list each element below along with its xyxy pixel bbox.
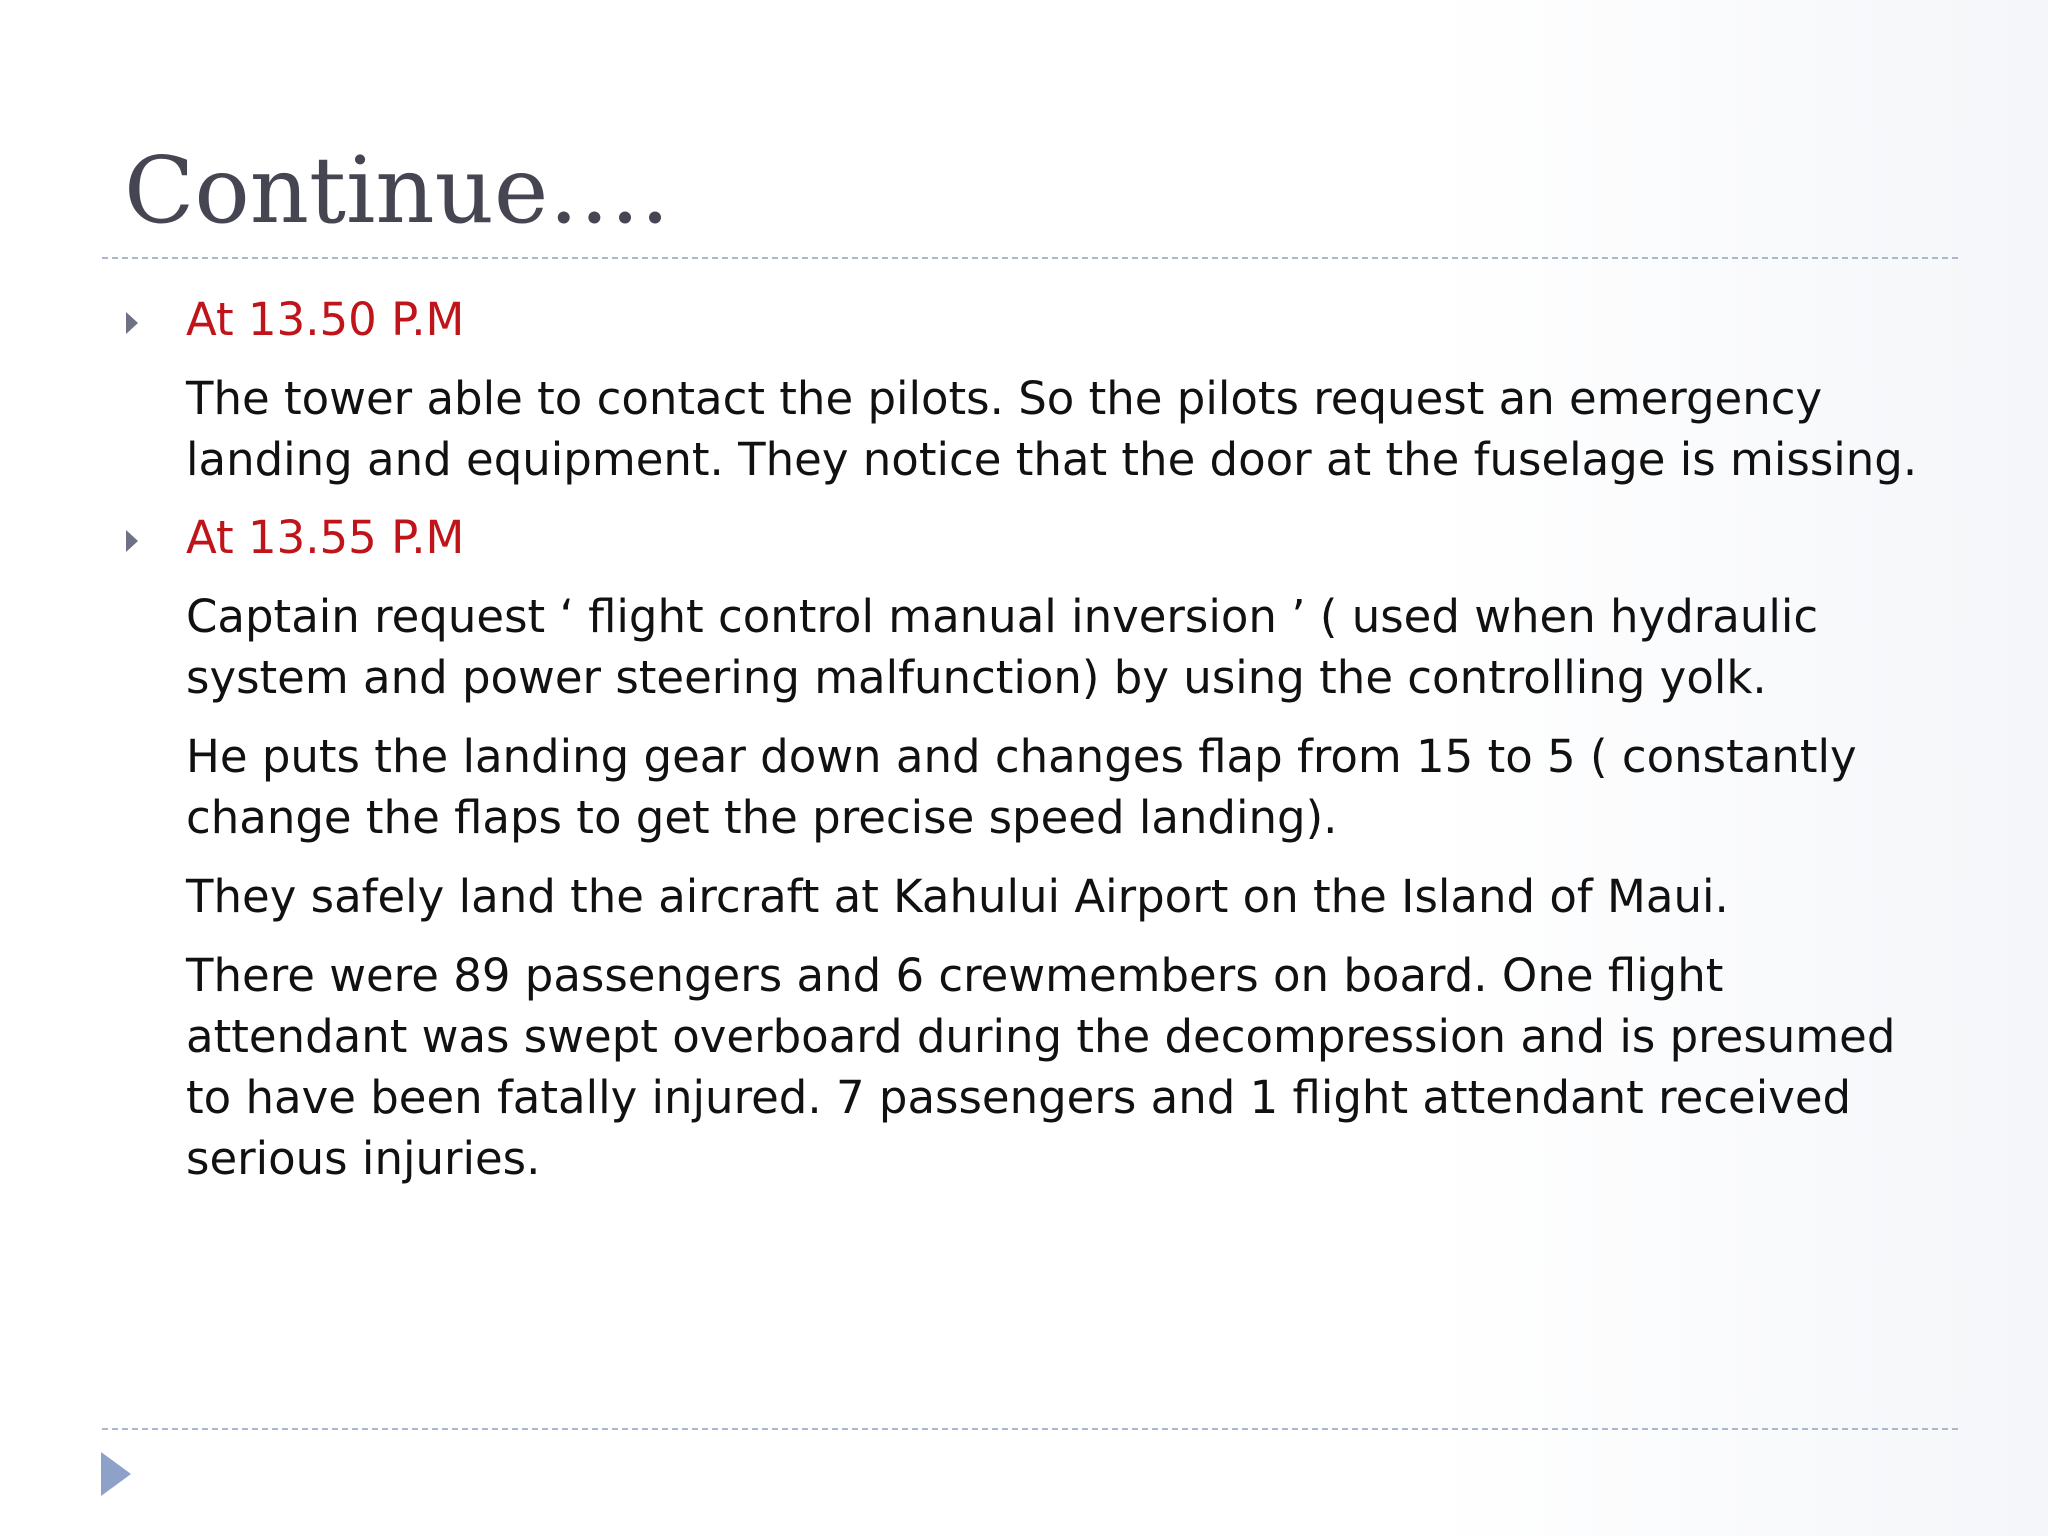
- slide-title: Continue….: [124, 137, 670, 244]
- title-divider: [102, 257, 1958, 259]
- paragraph-manual-inversion: Captain request ‘ flight control manual inversion ’ ( used when hydraulic system and power steering malfunction) by using the controlling yolk.: [186, 590, 1819, 704]
- slide-content: [186, 290, 1966, 1189]
- bullet-heading-1350: [186, 290, 1966, 350]
- bullet-heading-text: At 13.50 P.M: [186, 293, 465, 346]
- triangle-right-icon: [126, 312, 138, 334]
- paragraph-casualties: There were 89 passengers and 6 crewmembers on board. One flight attendant was swept overboard during the decompression and is presumed to have been fatally injured. 7 passengers and 1 flight attendant received serious injuries.: [186, 949, 1896, 1185]
- paragraph-landing-gear: He puts the landing gear down and changes flap from 15 to 5 ( constantly change the flaps to get the precise speed landing).: [186, 730, 1857, 844]
- bullet-heading-text: At 13.55 P.M: [186, 511, 465, 564]
- bullet-heading-1355: [186, 508, 1966, 568]
- triangle-right-icon: [126, 530, 138, 552]
- footer-divider: [102, 1428, 1958, 1430]
- paragraph-tower-contact: The tower able to contact the pilots. So the pilots request an emergency landing and equipment. They notice that the door at the fuselage is missing.: [186, 372, 1918, 486]
- next-slide-arrow-icon[interactable]: [101, 1452, 131, 1496]
- paragraph-safe-landing: They safely land the aircraft at Kahului Airport on the Island of Maui.: [186, 870, 1729, 923]
